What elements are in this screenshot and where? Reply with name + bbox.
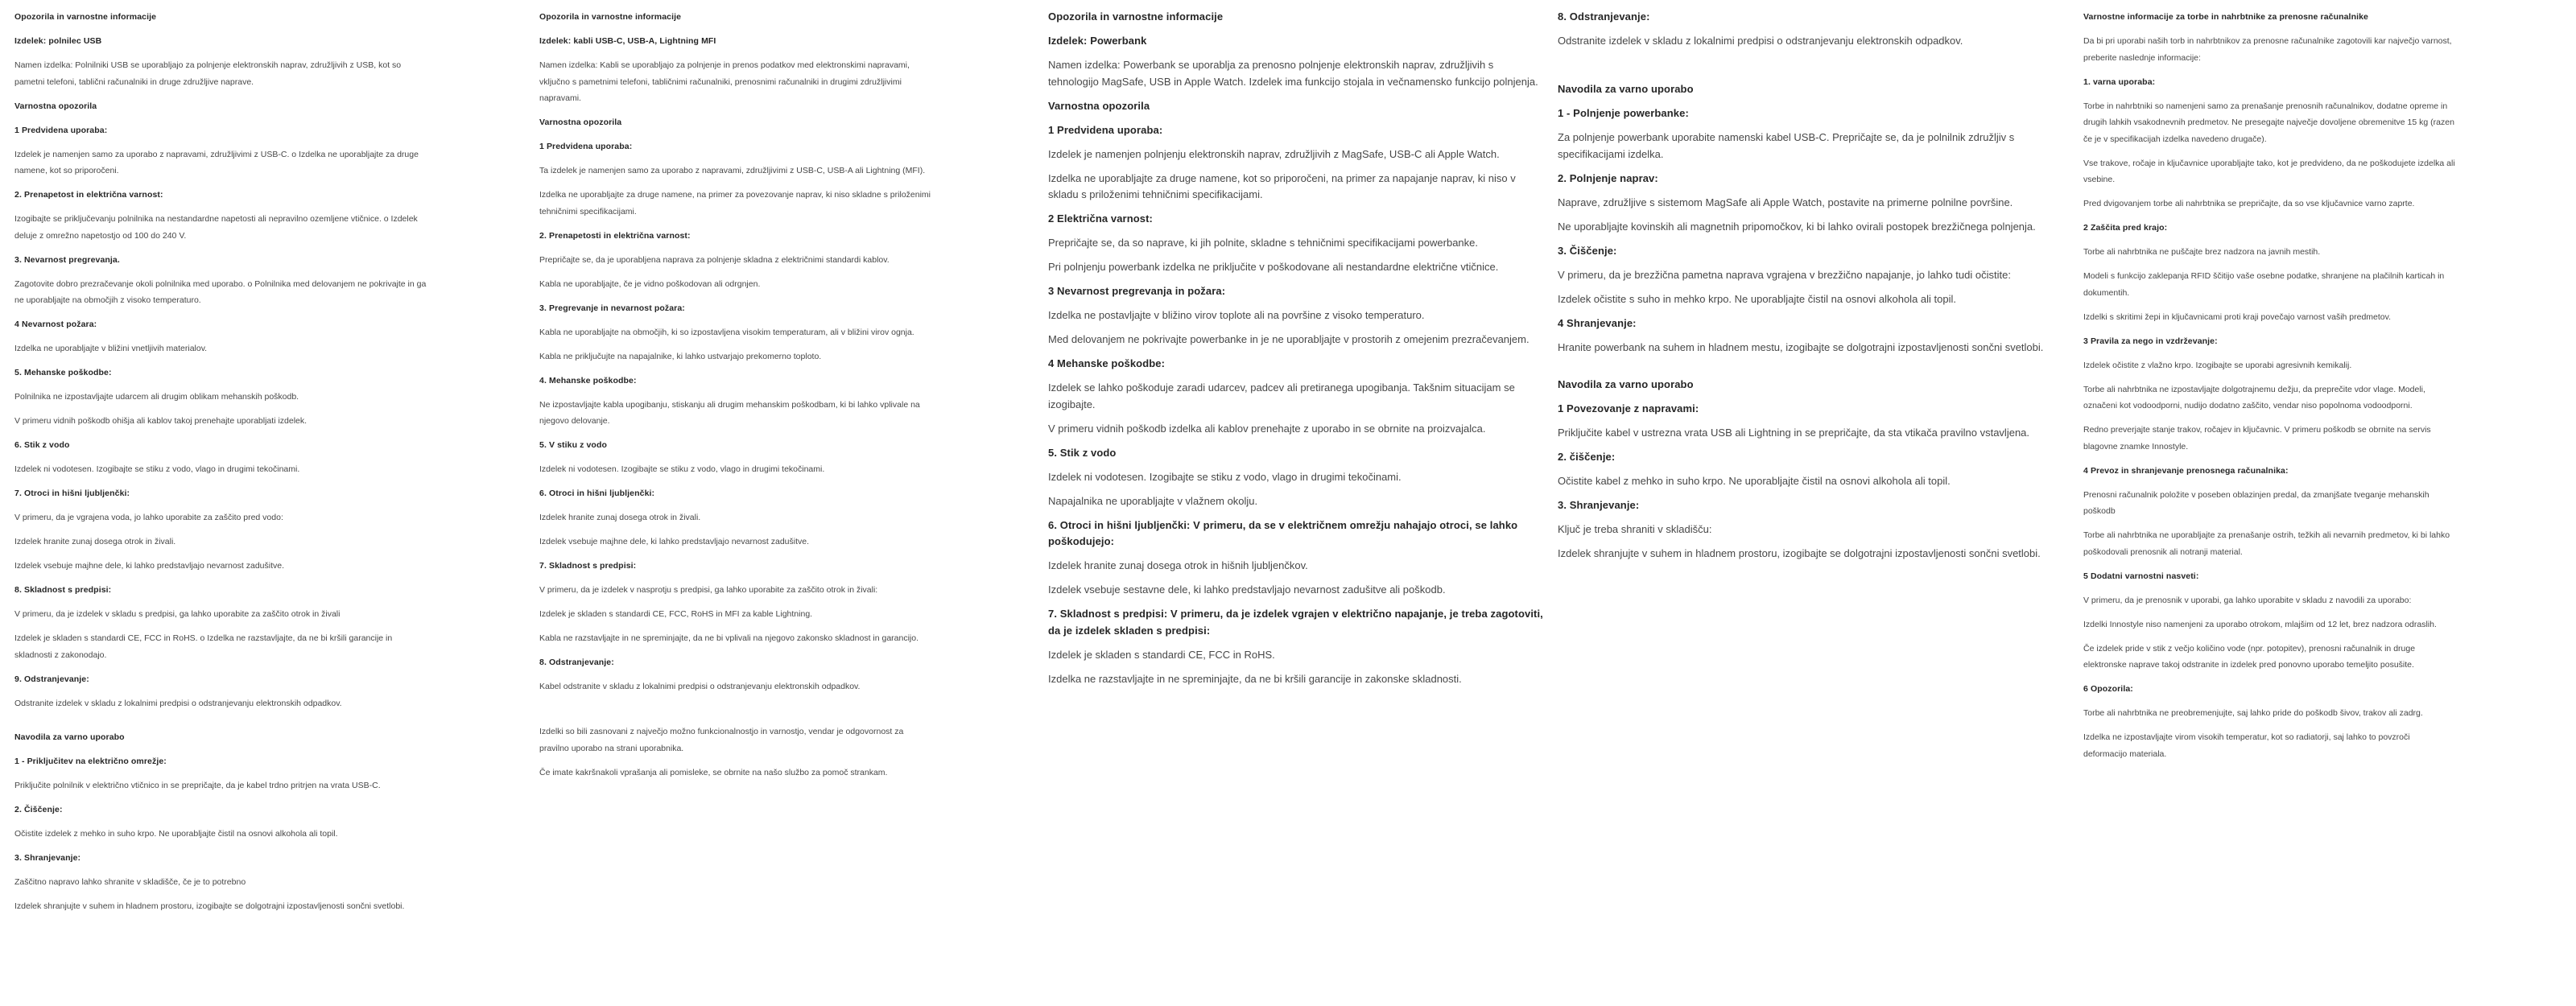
section-heading: 8. Skladnost s predpisi: bbox=[14, 585, 112, 595]
section-heading: 3. Čiščenje: bbox=[1558, 244, 1617, 257]
paragraph: Ključ je treba shraniti v skladišču: bbox=[1558, 522, 1712, 535]
paragraph: Ta izdelek je namenjen samo za uporabo z napravami, združljivimi z USB-C, USB-A ali Lightning (MFI). bbox=[539, 166, 926, 175]
section-heading: Izdelek: kabli USB-C, USB-A, Lightning MFI bbox=[539, 36, 716, 46]
paragraph: Izdelek shranjujte v suhem in hladnem prostoru, izogibajte se dolgotrajni izpostavljenosti sončni svetlobi. bbox=[14, 901, 405, 911]
section-heading: 4 Mehanske poškodbe: bbox=[1048, 357, 1166, 369]
paragraph: Očistite izdelek z mehko in suho krpo. Ne uporabljajte čistil na osnovi alkohola ali topil. bbox=[14, 828, 338, 839]
paragraph: Kabla ne uporabljajte, če je vidno poškodovan ali odrgnjen. bbox=[539, 278, 761, 289]
section-heading: 4 Shranjevanje: bbox=[1558, 316, 1637, 329]
section-heading: 2. čiščenje: bbox=[1558, 450, 1616, 463]
paragraph: Odstranite izdelek v skladu z lokalnimi predpisi o odstranjevanju elektronskih odpadkov. bbox=[1558, 35, 1963, 47]
paragraph: Izdelek ni vodotesen. Izogibajte se stiku z vodo, vlago in drugimi tekočinami. bbox=[1048, 470, 1402, 483]
paragraph: V primeru vidnih poškodb ohišja ali kablov takoj prenehajte uporabljati izdelek. bbox=[14, 416, 308, 426]
paragraph: Izdelek očistite s suho in mehko krpo. Ne uporabljajte čistil na osnovi alkohola ali topil. bbox=[1558, 292, 1956, 305]
paragraph: Izdelek očistite z vlažno krpo. Izogibajte se uporabi agresivnih kemikalij. bbox=[2083, 360, 2352, 370]
paragraph: Izdelek je skladen s standardi CE, FCC in RoHS. o Izdelka ne razstavljajte, da ne bi kršili garancije in skladnosti z zakonodajo. bbox=[14, 633, 393, 660]
section-heading: Varnostna opozorila bbox=[539, 118, 622, 127]
section-heading: 8. Odstranjevanje: bbox=[1558, 10, 1650, 23]
paragraph: Izdelek vsebuje majhne dele, ki lahko predstavljajo nevarnost zadušitve. bbox=[14, 561, 285, 571]
paragraph: Izdelek ni vodotesen. Izogibajte se stiku z vodo, vlago in drugimi tekočinami. bbox=[539, 464, 825, 474]
paragraph: Izdelka ne uporabljajte za druge namene, na primer za povezovanje naprav, ki niso skladne s priloženimi tehničnimi specifikacijami. bbox=[539, 190, 931, 216]
section-heading: 7. Skladnost s predpisi: V primeru, da je izdelek vgrajen v električno napajanje, je treba zagotoviti, da je izdelek skladen s predpisi: bbox=[1048, 608, 1543, 637]
section-heading: 2. Čiščenje: bbox=[14, 804, 63, 814]
section-heading: 1 - Polnjenje powerbanke: bbox=[1558, 107, 1689, 119]
paragraph: Namen izdelka: Kabli se uporabljajo za polnjenje in prenos podatkov med elektronskimi napravami, vključno s pametnimi telefoni, tabličnimi računalniki, prenosnimi računalniki in drugimi združljivimi napravami. bbox=[539, 60, 910, 103]
paragraph: Torbe ali nahrbtnika ne izpostavljajte dolgotrajnemu dežju, da preprečite vdor vlage. Modeli, označeni kot vodoodporni, nudijo dodatno zaščito, vendar niso popolnoma vodoodporni. bbox=[2083, 384, 2425, 410]
section-heading: 4. Mehanske poškodbe: bbox=[539, 375, 637, 385]
paragraph: Med delovanjem ne pokrivajte powerbanke in je ne uporabljajte v prostorih z omejenim prezračevanjem. bbox=[1048, 333, 1530, 345]
section-heading: 5. V stiku z vodo bbox=[539, 440, 607, 450]
column-powerbank-warnings bbox=[1048, 9, 1546, 695]
paragraph: Izdelka ne uporabljajte v bližini vnetljivih materialov. bbox=[14, 344, 208, 353]
paragraph: Zaščitno napravo lahko shranite v skladišče, če je to potrebno bbox=[14, 876, 246, 887]
section-heading: 1 Predvidena uporaba: bbox=[14, 125, 108, 135]
paragraph: Priključite kabel v ustrezna vrata USB ali Lightning in se prepričajte, da sta vtikača pravilno vstavljena. bbox=[1558, 426, 2030, 439]
paragraph: V primeru vidnih poškodb izdelka ali kablov prenehajte z uporabo in se obrnite na proizvajalca. bbox=[1048, 422, 1486, 435]
section-gap bbox=[1558, 364, 2055, 377]
section-heading: Opozorila in varnostne informacije bbox=[539, 12, 682, 22]
paragraph: Izdelka ne postavljajte v bližino virov toplote ali na površine z visoko temperaturo. bbox=[1048, 309, 1425, 321]
column-powerbank-usage-instructions bbox=[1558, 9, 2055, 570]
paragraph: V primeru, da je brezžična pametna naprava vgrajena v brezžično napajanje, jo lahko tudi očistite: bbox=[1558, 268, 2011, 281]
paragraph: Kabla ne razstavljajte in ne spreminjajte, da ne bi vplivali na njegovo zakonsko skladnost in garancijo. bbox=[539, 633, 919, 643]
paragraph: Izdelek je namenjen samo za uporabo z napravami, združljivimi z USB-C. o Izdelka ne uporabljajte za druge namene, kot so priporočeni. bbox=[14, 149, 419, 175]
paragraph: Zagotovite dobro prezračevanje okoli polnilnika med uporabo. o Polnilnika med delovanjem ne pokrivajte in ga ne uporabljajte na območjih z visoko temperaturo. bbox=[14, 278, 427, 305]
paragraph: Prenosni računalnik položite v poseben oblazinjen predal, da zmanjšate tveganje mehanskih poškodb bbox=[2083, 489, 2429, 516]
section-heading: 1 - Priključitev na električno omrežje: bbox=[14, 756, 167, 766]
paragraph: Pred dvigovanjem torbe ali nahrbtnika se prepričajte, da so vse ključavnice varno zaprte. bbox=[2083, 199, 2415, 208]
section-heading: 4 Nevarnost požara: bbox=[14, 320, 97, 329]
section-heading: 3 Nevarnost pregrevanja in požara: bbox=[1048, 285, 1226, 297]
section-heading: 9. Odstranjevanje: bbox=[14, 674, 89, 684]
paragraph: Odstranite izdelek v skladu z lokalnimi predpisi o odstranjevanju elektronskih odpadkov. bbox=[14, 698, 342, 708]
paragraph: Izdelek je namenjen polnjenju elektronskih naprav, združljivih z MagSafe, USB-C ali Apple Watch. bbox=[1048, 147, 1500, 160]
paragraph: Izdelek hranite zunaj dosega otrok in živali. bbox=[14, 537, 176, 546]
section-heading: 3. Nevarnost pregrevanja. bbox=[14, 254, 120, 265]
paragraph: Prepričajte se, da so naprave, ki jih polnite, skladne s tehničnimi specifikacijami powerbanke. bbox=[1048, 237, 1478, 249]
paragraph: Izdelka ne izpostavljajte virom visokih temperatur, kot so radiatorji, saj lahko to povzroči deformacijo materiala. bbox=[2083, 732, 2410, 759]
paragraph: Namen izdelka: Polnilniki USB se uporabljajo za polnjenje elektronskih naprav, združljivih z USB, kot so pametni telefoni, tablični računalniki in druge združljive naprave. bbox=[14, 60, 402, 87]
paragraph: Hranite powerbank na suhem in hladnem mestu, izogibajte se dolgotrajni izpostavljenosti sončni svetlobi. bbox=[1558, 340, 2044, 353]
paragraph: Izdelek se lahko poškoduje zaradi udarcev, padcev ali pretiranega upogibanja. Takšnim situacijam se izogibajte. bbox=[1048, 381, 1515, 410]
paragraph: Ne uporabljajte kovinskih ali magnetnih pripomočkov, ki bi lahko ovirali postopek brezžičnega polnjenja. bbox=[1558, 220, 2036, 233]
section-heading: 2. Prenapetosti in električna varnost: bbox=[539, 230, 691, 241]
paragraph: Priključite polnilnik v električno vtičnico in se prepričajte, da je kabel trdno pritrjen na vrata USB-C. bbox=[14, 780, 381, 790]
section-heading: 5. Mehanske poškodbe: bbox=[14, 368, 112, 377]
column-laptop-bags-safety bbox=[2083, 9, 2455, 770]
paragraph: Prepričajte se, da je uporabljena naprava za polnjenje skladna z električnimi standardi kablov. bbox=[539, 254, 890, 265]
section-heading: Varnostna opozorila bbox=[14, 101, 97, 111]
paragraph: Izogibajte se priključevanju polnilnika na nestandardne napetosti ali nepravilno ozemljene vtičnice. o Izdelek deluje z omrežno napetostjo od 100 do 240 V. bbox=[14, 214, 418, 241]
section-heading: 6. Stik z vodo bbox=[14, 440, 70, 450]
paragraph: Polnilnika ne izpostavljajte udarcem ali drugim oblikam mehanskih poškodb. bbox=[14, 392, 299, 402]
paragraph: Za polnjenje powerbank uporabite namenski kabel USB-C. Prepričajte se, da je polnilnik združljiv s specifikacijami izdelka. bbox=[1558, 131, 2015, 160]
paragraph: Izdelek vsebuje sestavne dele, ki lahko predstavljajo nevarnost zadušitve ali poškodb. bbox=[1048, 583, 1446, 596]
section-heading: Navodila za varno uporabo bbox=[1558, 83, 1694, 95]
paragraph: Napajalnika ne uporabljajte v vlažnem okolju. bbox=[1048, 494, 1258, 507]
section-heading: 2 Zaščita pred krajo: bbox=[2083, 223, 2168, 233]
paragraph: Izdelka ne razstavljajte in ne spreminjajte, da ne bi kršili garancije in zakonske skladnosti. bbox=[1048, 672, 1462, 685]
paragraph: Kabel odstranite v skladu z lokalnimi predpisi o odstranjevanju elektronskih odpadkov. bbox=[539, 682, 861, 691]
paragraph: V primeru, da je izdelek v nasprotju s predpisi, ga lahko uporabite za zaščito otrok in živali: bbox=[539, 585, 878, 595]
section-heading: 5 Dodatni varnostni nasveti: bbox=[2083, 571, 2199, 581]
paragraph: Da bi pri uporabi naših torb in nahrbtnikov za prenosne računalnike zagotovili kar največjo varnost, preberite naslednje informacije: bbox=[2083, 36, 2452, 63]
section-heading: 2. Prenapetost in električna varnost: bbox=[14, 190, 163, 200]
section-heading: Varnostna opozorila bbox=[1048, 99, 1150, 112]
paragraph: Izdelki s skritimi žepi in ključavnicami proti kraji povečajo varnost vaših predmetov. bbox=[2083, 311, 2392, 322]
section-heading: Varnostne informacije za torbe in nahrbtnike za prenosne računalnike bbox=[2083, 12, 2368, 22]
section-heading: Izdelek: Powerbank bbox=[1048, 35, 1147, 47]
paragraph: Modeli s funkcijo zaklepanja RFID ščitijo vaše osebne podatke, shranjene na plačilnih karticah in dokumentih. bbox=[2083, 271, 2445, 298]
paragraph: Očistite kabel z mehko in suho krpo. Ne uporabljajte čistil na osnovi alkohola ali topil. bbox=[1558, 474, 1951, 487]
column-usb-charger-warnings bbox=[14, 9, 427, 922]
paragraph: V primeru, da je izdelek v skladu s predpisi, ga lahko uporabite za zaščito otrok in živali bbox=[14, 609, 341, 619]
section-heading: 6 Opozorila: bbox=[2083, 684, 2133, 694]
section-heading: 1. varna uporaba: bbox=[2083, 76, 2156, 87]
paragraph: Izdelek ni vodotesen. Izogibajte se stiku z vodo, vlago in drugimi tekočinami. bbox=[14, 464, 300, 474]
paragraph: Če izdelek pride v stik z večjo količino vode (npr. potopitev), prenosni računalnik in druge elektronske naprave takoj odstranite in izdelek pred ponovno uporabo temeljito posušite. bbox=[2083, 643, 2416, 670]
section-heading: Navodila za varno uporabo bbox=[1558, 377, 1694, 390]
column-cables-warnings bbox=[539, 9, 931, 789]
section-heading: 8. Odstranjevanje: bbox=[539, 658, 614, 667]
paragraph: Izdelki Innostyle niso namenjeni za uporabo otrokom, mlajšim od 12 let, brez nadzora odraslih. bbox=[2083, 619, 2437, 629]
section-heading: 7. Skladnost s predpisi: bbox=[539, 561, 637, 571]
paragraph: Naprave, združljive s sistemom MagSafe ali Apple Watch, postavite na primerne polnilne površine. bbox=[1558, 196, 2013, 208]
section-heading: 2 Električna varnost: bbox=[1048, 212, 1153, 225]
section-heading: 2. Polnjenje naprav: bbox=[1558, 171, 1658, 184]
paragraph: Torbe ali nahrbtnika ne uporabljajte za prenašanje ostrih, težkih ali nevarnih predmetov, ki bi lahko poškodovali prenosnik ali notranji material. bbox=[2083, 530, 2450, 557]
section-heading: Navodila za varno uporabo bbox=[14, 732, 125, 742]
paragraph: Izdelek je skladen s standardi CE, FCC, RoHS in MFI za kable Lightning. bbox=[539, 609, 813, 619]
section-heading: Izdelek: polnilec USB bbox=[14, 36, 102, 46]
section-heading: 1 Predvidena uporaba: bbox=[1048, 123, 1163, 136]
section-heading: 3. Shranjevanje: bbox=[1558, 498, 1640, 511]
paragraph: Izdelek vsebuje majhne dele, ki lahko predstavljajo nevarnost zadušitve. bbox=[539, 537, 810, 546]
section-heading: 1 Povezovanje z napravami: bbox=[1558, 402, 1699, 414]
paragraph: Izdelek hranite zunaj dosega otrok in živali. bbox=[539, 513, 701, 522]
paragraph: V primeru, da je vgrajena voda, jo lahko uporabite za zaščito pred vodo: bbox=[14, 513, 283, 522]
section-heading: 3 Pravila za nego in vzdrževanje: bbox=[2083, 336, 2218, 346]
section-heading: 1 Predvidena uporaba: bbox=[539, 142, 633, 151]
paragraph: V primeru, da je prenosnik v uporabi, ga lahko uporabite v skladu z navodili za uporabo: bbox=[2083, 595, 2412, 605]
paragraph: Redno preverjajte stanje trakov, ročajev in ključavnic. V primeru poškodb se obrnite na servis blagovne znamke Innostyle. bbox=[2083, 425, 2431, 451]
paragraph: Izdelka ne uporabljajte za druge namene, kot so priporočeni, na primer za napajanje naprav, ki niso v skladu s priloženimi tehničnimi specifikacijami. bbox=[1048, 171, 1516, 200]
section-gap bbox=[14, 719, 427, 729]
paragraph: Izdelek je skladen s standardi CE, FCC in RoHS. bbox=[1048, 648, 1275, 661]
paragraph: Kabla ne priključujte na napajalnike, ki lahko ustvarjajo prekomerno toploto. bbox=[539, 351, 822, 361]
section-heading: 3. Shranjevanje: bbox=[14, 852, 81, 863]
section-heading: 6. Otroci in hišni ljubljenčki: bbox=[539, 489, 655, 498]
section-heading: Opozorila in varnostne informacije bbox=[1048, 10, 1224, 23]
paragraph: Izdelki so bili zasnovani z največjo možno funkcionalnostjo in varnostjo, vendar je odgovornost za pravilno uporabo na strani uporabnika. bbox=[539, 727, 904, 753]
section-heading: 5. Stik z vodo bbox=[1048, 446, 1117, 459]
paragraph: Če imate kakršnakoli vprašanja ali pomisleke, se obrnite na našo službo za pomoč strankam. bbox=[539, 767, 888, 777]
section-heading: 6. Otroci in hišni ljubljenčki: V primeru, da se v električnem omrežju nahajajo otroci, se lahko poškodujejo: bbox=[1048, 518, 1518, 547]
section-heading: Opozorila in varnostne informacije bbox=[14, 12, 157, 22]
paragraph: Kabla ne uporabljajte na območjih, ki so izpostavljena visokim temperaturam, ali v bližini virov ognja. bbox=[539, 327, 914, 337]
paragraph: Torbe in nahrbtniki so namenjeni samo za prenašanje prenosnih računalnikov, dodatne opreme in drugih lahkih vsakodnevnih predmetov. Ne presegajte največje dovoljene obremenitve 15 kg (razen če je v specifikacijah izdelka navedeno drugače). bbox=[2083, 101, 2454, 144]
section-gap bbox=[1558, 57, 2055, 81]
paragraph: Ne izpostavljajte kabla upogibanju, stiskanju ali drugim mehanskim poškodbam, ki bi lahko vplivale na njegovo delovanje. bbox=[539, 399, 920, 426]
section-gap bbox=[539, 703, 931, 724]
paragraph: Izdelek hranite zunaj dosega otrok in hišnih ljubljenčkov. bbox=[1048, 559, 1308, 571]
section-heading: 3. Pregrevanje in nevarnost požara: bbox=[539, 303, 685, 313]
paragraph: Pri polnjenju powerbank izdelka ne priključite v poškodovane ali nestandardne električne vtičnice. bbox=[1048, 261, 1499, 273]
section-heading: 7. Otroci in hišni ljubljenčki: bbox=[14, 489, 130, 498]
paragraph: Torbe ali nahrbtnika ne preobremenjujte, saj lahko pride do poškodb šivov, trakov ali zadrg. bbox=[2083, 708, 2423, 718]
paragraph: Namen izdelka: Powerbank se uporablja za prenosno polnjenje elektronskih naprav, združljivih s tehnologijo MagSafe, USB in Apple Watch. Izdelek ima funkcijo stojala in večnamensko funkcijo polnjenja. bbox=[1048, 59, 1538, 88]
paragraph: Vse trakove, ročaje in ključavnice uporabljajte tako, kot je predvideno, da ne poškodujete izdelka ali vsebine. bbox=[2083, 158, 2455, 184]
section-heading: 4 Prevoz in shranjevanje prenosnega računalnika: bbox=[2083, 465, 2289, 476]
paragraph: Izdelek shranjujte v suhem in hladnem prostoru, izogibajte se dolgotrajni izpostavljenosti sončni svetlobi. bbox=[1558, 546, 2041, 559]
paragraph: Torbe ali nahrbtnika ne puščajte brez nadzora na javnih mestih. bbox=[2083, 247, 2321, 257]
